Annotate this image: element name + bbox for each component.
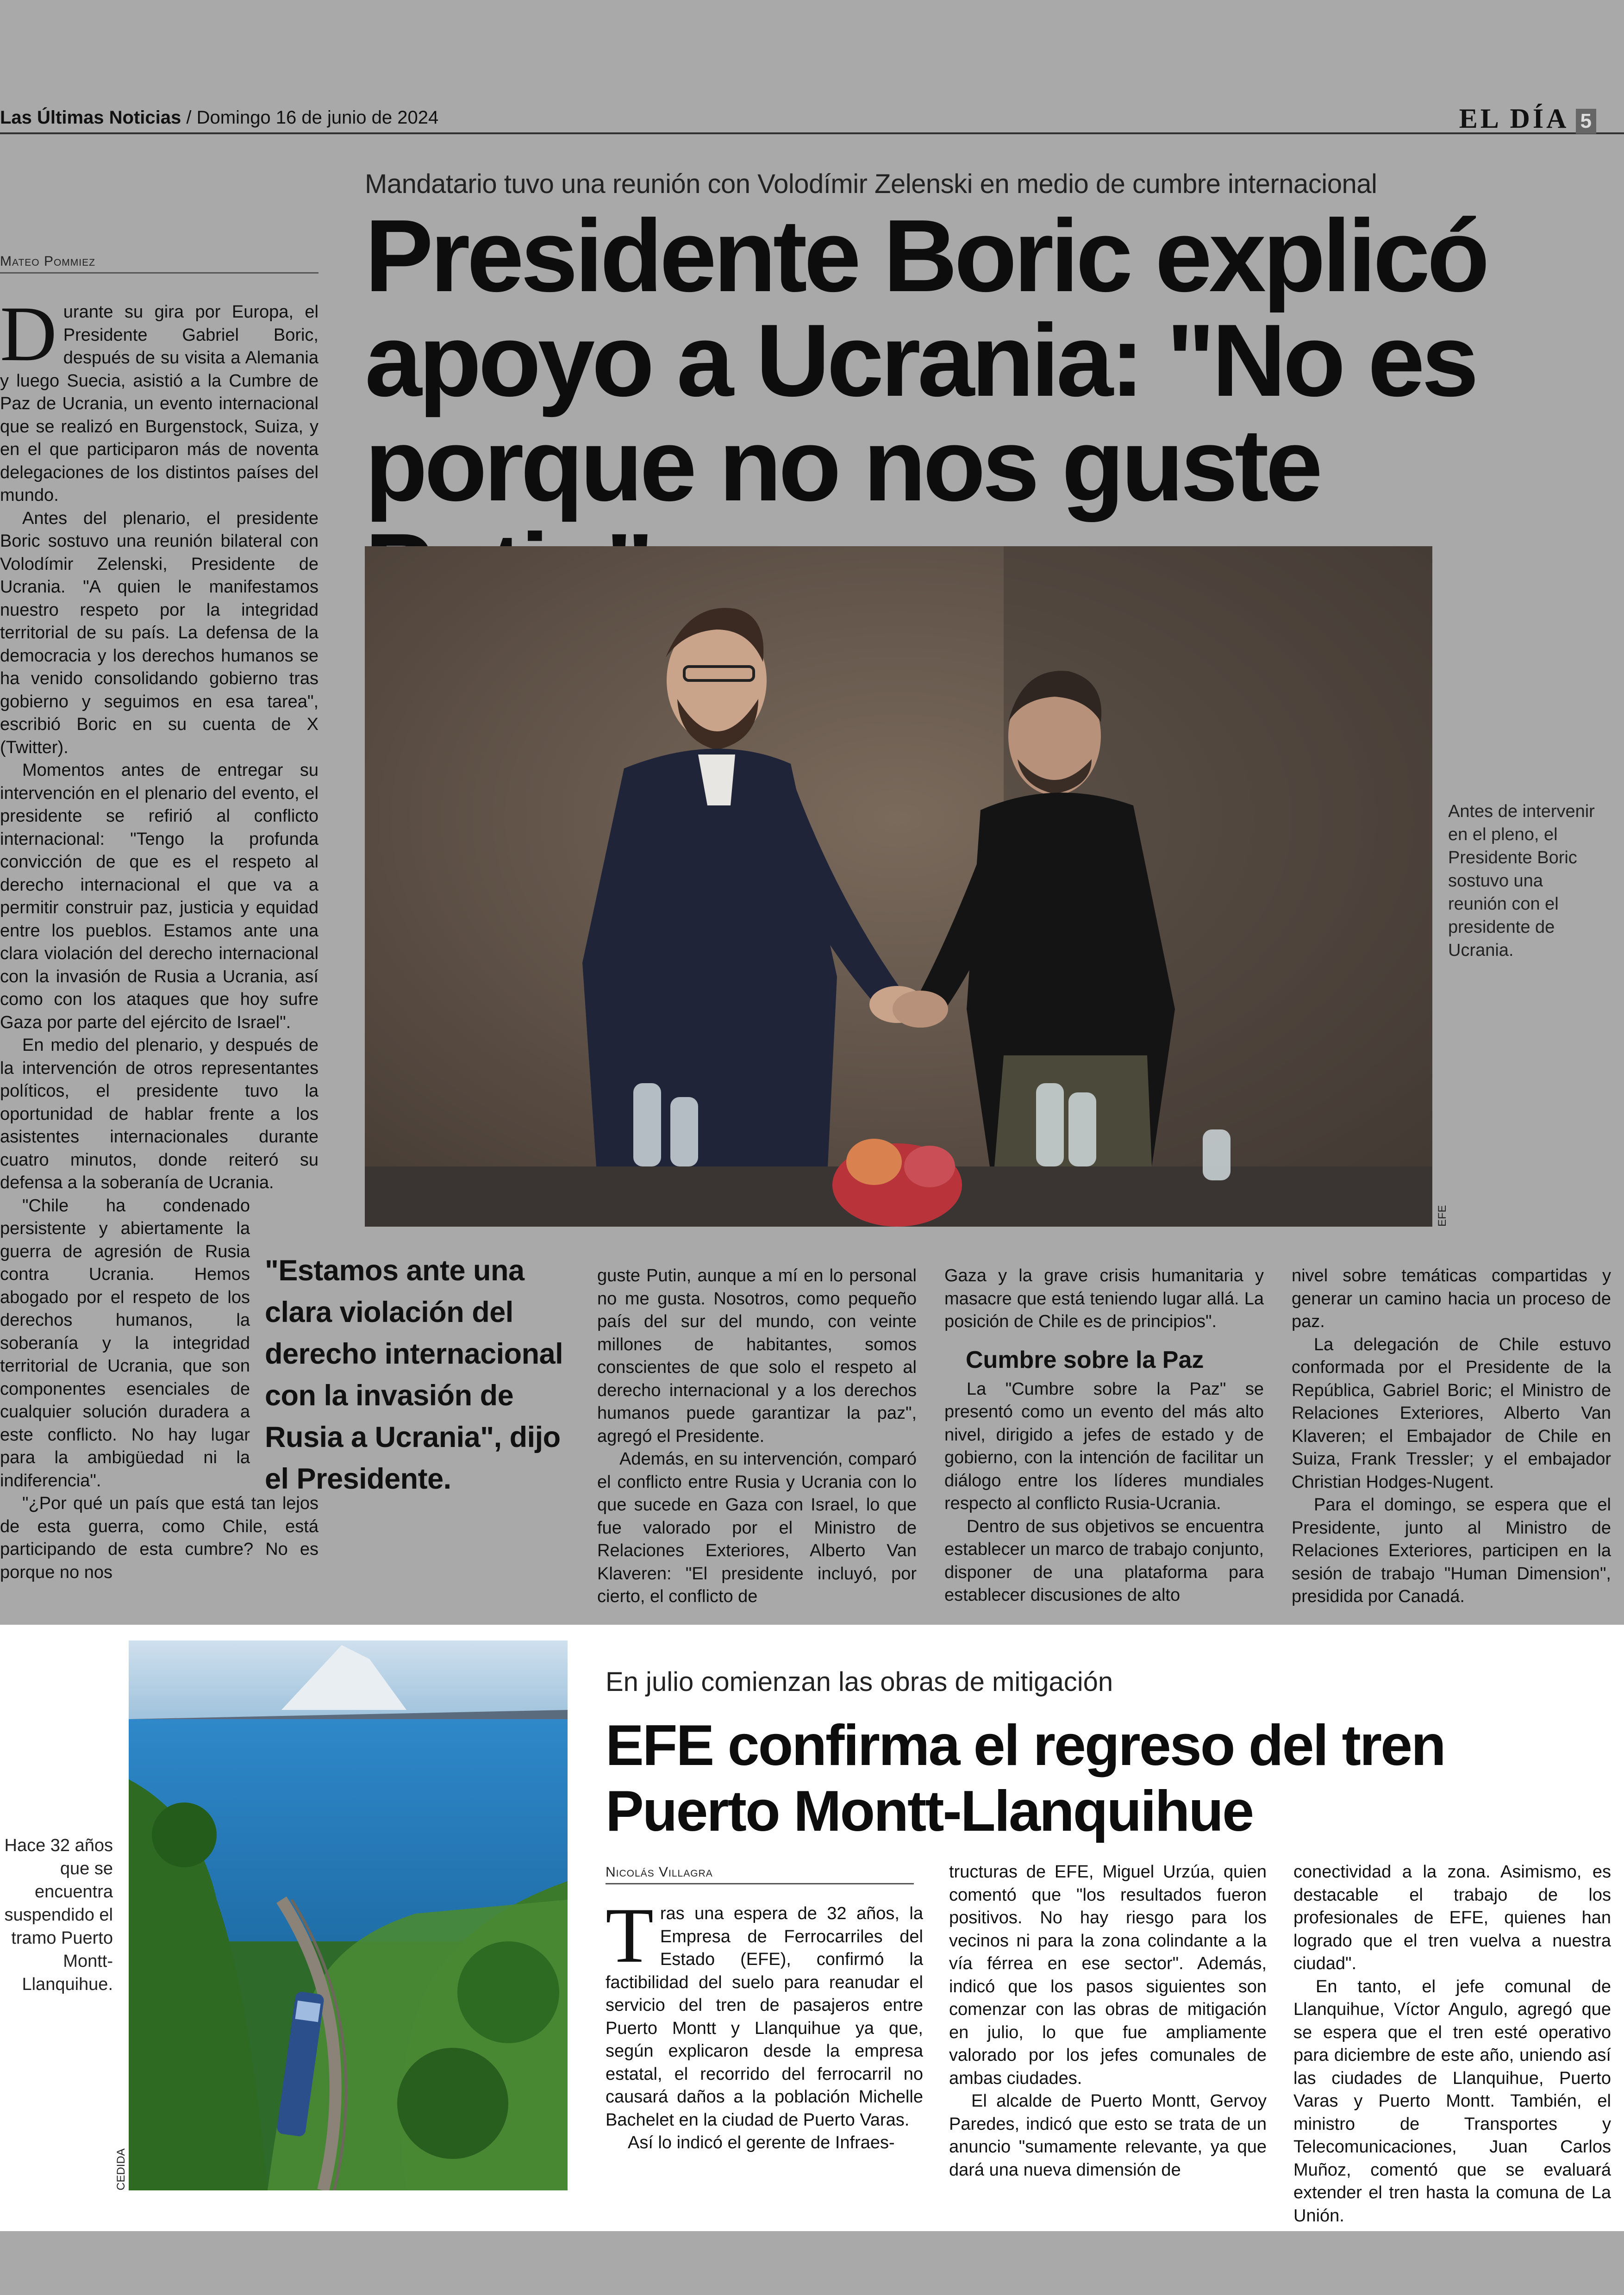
story1-col1-para-2: Momentos antes de entregar su intervención en el plenario del evento, el presidente se refirió al conflicto internacional: "Tengo la profunda convicción de que es el respeto al derecho internacional el que va a permitir construir paz, justicia y equidad entre los pueblos. Estamos ante una clara violación del derecho internacional con la invasión de Rusia a Ucrania, así como con los ataques que hoy sufre Gaza por parte del ejército de Israel". [0,761,319,1032]
story1-col1-para-1: Antes del plenario, el presidente Boric sostuvo una reunión bilateral con Volodímir Zelenski, Presidente de Ucrania. "A quien le manifestamos nuestro respeto por la integridad territorial de su país. La defensa de la democracia y los derechos humanos se ha venido consolidando gobierno tras gobierno y seguimos en esa tarea", escribió Boric en su cuenta de X (Twitter). [0,508,319,757]
story1-col2-para-1: Además, en su intervención, comparó el conflicto entre Rusia y Ucrania con lo que sucede en Gaza con Israel, lo que fue valorado por el Ministro de Relaciones Exteriores, Alberto Van Klaveren: "El presidente incluyó, por cierto, el conflicto de [597,1449,917,1606]
publication-line [0,107,438,128]
story1-col3-para-1: La "Cumbre sobre la Paz" se presentó como un evento del más alto nivel, dirigido a jefes de estado y de gobierno, con la intención de facilitar un diálogo entre los líderes mundiales respecto al conflicto Rusia-Ucrania. [944,1379,1264,1513]
page-number: 5 [1576,109,1596,134]
story2-column-2 [949,1861,1267,2182]
story1-col3-para-0: Gaza y la grave crisis humanitaria y masacre que está teniendo lugar allá. La posición de Chile es de principios". [944,1266,1264,1331]
story2-byline-name: Nicolás Villagra [606,1865,713,1880]
story2-col1-para-0: Tras una espera de 32 años, la Empresa de Ferrocarriles del Estado (EFE), confirmó la factibilidad del suelo para reanudar el servicio del tren de pasajeros entre Puerto Montt y Llanquihue ya que, según explicaron desde la empresa estatal, el recorrido del ferrocarril no causará daños a la población Michelle Bachelet en la ciudad de Puerto Varas. [606,1892,923,2130]
story1-subhead: Cumbre sobre la Paz [966,1346,1204,1373]
story1-kicker: Mandatario tuvo una reunión con Volodímir Zelenski en medio de cumbre internacional [365,169,1377,199]
story2-photo [129,1640,568,2190]
story2-headline: EFE confirma el regreso del tren Puerto Montt-Llanquihue [606,1714,1445,1843]
page-footer-band [0,2231,1624,2295]
story1-col1-para-0: Durante su gira por Europa, el Presidente Gabriel Boric, después de su visita a Alemania y luego Suecia, asistió a la Cumbre de Paz de Ucrania, un evento internacional que se realizó en Burgenstock, Suiza, y en el que participaron más de noventa delegaciones de los distintos países del mundo. [0,290,319,505]
story2-col3-para-1: En tanto, el jefe comunal de Llanquihue, Víctor Angulo, agregó que se espera que el tren esté operativo para diciembre de este año, uniendo así las ciudades de Llanquihue, Puerto Varas y Puerto Montt. También, el ministro de Transportes y Telecomunicaciones, Juan Carlos Muñoz, comentó que se evaluará extender el tren hasta la comuna de La Unión. [1293,1977,1611,2226]
story1-photo-credit: EFE [1436,1205,1449,1227]
story1-headline: Presidente Boric explicó apoyo a Ucrania: "No es porque no nos guste [365,199,1487,523]
publication-name: Las Últimas Noticias [0,107,181,128]
story2-byline [606,1865,914,1884]
story1-column-3 [944,1265,1264,1607]
story1-dropcap: D [0,290,57,377]
train-photo-illustration [129,1640,568,2190]
section-name: EL DÍA [1459,103,1569,134]
story2-kicker: En julio comienzan las obras de mitigación [606,1667,1113,1697]
page-header [0,0,1624,134]
section-label [1459,103,1596,135]
story1-col1-para-5: "¿Por qué un país que está tan lejos de esta guerra, como Chile, está participando de esta cumbre? No es porque no nos [0,1494,319,1582]
story1-col4-para-0: nivel sobre temáticas compartidas y generar un camino hacia un proceso de paz. [1292,1266,1611,1331]
story1-column-2 [597,1265,917,1609]
story2-col2-para-0: tructuras de EFE, Miguel Urzúa, quien comentó que "los resultados fueron positivos. No hay riesgo para los vecinos ni para la zona colindante a la vía férrea en ese sector". Además, indicó que los pasos siguientes son comenzar con las obras de mitigación en julio, lo que fue ampliamente valorado por los jefes comunales de ambas ciudades. [949,1862,1267,2088]
story1-byline-name: Mateo Pommiez [0,254,95,269]
handshake-photo-illustration [365,546,1432,1227]
story1-column-4 [1292,1265,1611,1609]
story2-photo-caption: Hace 32 años que se encuentra suspendido el tramo Puerto Montt-Llanquihue. [4,1836,113,1994]
story2-dropcap: T [606,1892,654,1979]
story1-col1-para-4: "Chile ha condenado persistente y abiertamente la guerra de agresión de Rusia contra Ucrania. Hemos abogado por el respeto de los derechos humanos, la soberanía y la integridad territorial de Ucrania, que son componentes esenciales de cualquier solución duradera a este conflicto. No hay lugar para la ambigüedad ni la indiferencia". [0,1196,250,1491]
story2-column-1 [606,1892,923,2155]
story2-photo-credit: CEDIDA [115,2148,127,2190]
story1-photo-caption: Antes de intervenir en el pleno, el Presidente Boric sostuvo una reunión con el presidente de Ucrania. [1448,802,1595,960]
story2-col2-para-1: El alcalde de Puerto Montt, Gervoy Paredes, indicó que esto se trata de un anuncio "sumamente relevante, ya que dará una nueva dimensión de [949,2091,1267,2180]
story1-col2-para-0: guste Putin, aunque a mí en lo personal no me gusta. Nosotros, como pequeño país del sur del mundo, con veinte millones de habitantes, somos conscientes de que solo el respeto al derecho internacional y a los derechos humanos puede garantizar la paz", agregó el Presidente. [597,1266,917,1446]
story1-col1-para-3: En medio del plenario, y después de la intervención de otros representantes políticos, el presidente tuvo la oportunidad de hablar frente a los asistentes internacionales durante cuatro minutos, donde reiteró su defensa a la soberanía de Ucrania. [0,1035,319,1192]
story1-col4-para-1: La delegación de Chile estuvo conformada por el Presidente de la República, Gabriel Boric; el Ministro de Relaciones Exteriores, Alberto Van Klaveren; el Embajador de Chile en Suiza, Frank Tressler; y el embajador Christian Hodges-Nugent. [1292,1335,1611,1492]
story1-col3-para-2: Dentro de sus objetivos se encuentra establecer un marco de trabajo conjunto, disponer de una plataforma para establecer discusiones de alto [944,1516,1264,1605]
story1-photo [365,546,1432,1227]
story2-column-3 [1293,1861,1611,2227]
story1-col4-para-2: Para el domingo, se espera que el Presidente, junto al Ministro de Relaciones Exteriores, participen en la sesión de trabajo "Human Dimension", presidida por Canadá. [1292,1495,1611,1606]
story1-byline [0,254,319,274]
story2-col1-para-1: Así lo indicó el gerente de Infraes- [628,2133,895,2152]
publication-date: / Domingo 16 de junio de 2024 [186,107,439,128]
story1-pullquote: "Estamos ante una clara violación del derecho internacional con la invasión de Rusia a Ucrania", dijo el Presidente. [265,1254,563,1495]
story2-col3-para-0: conectividad a la zona. Asimismo, es destacable el trabajo de los profesionales de EFE, quienes han logrado que el tren vuelva a nuestra ciudad". [1293,1862,1611,1973]
